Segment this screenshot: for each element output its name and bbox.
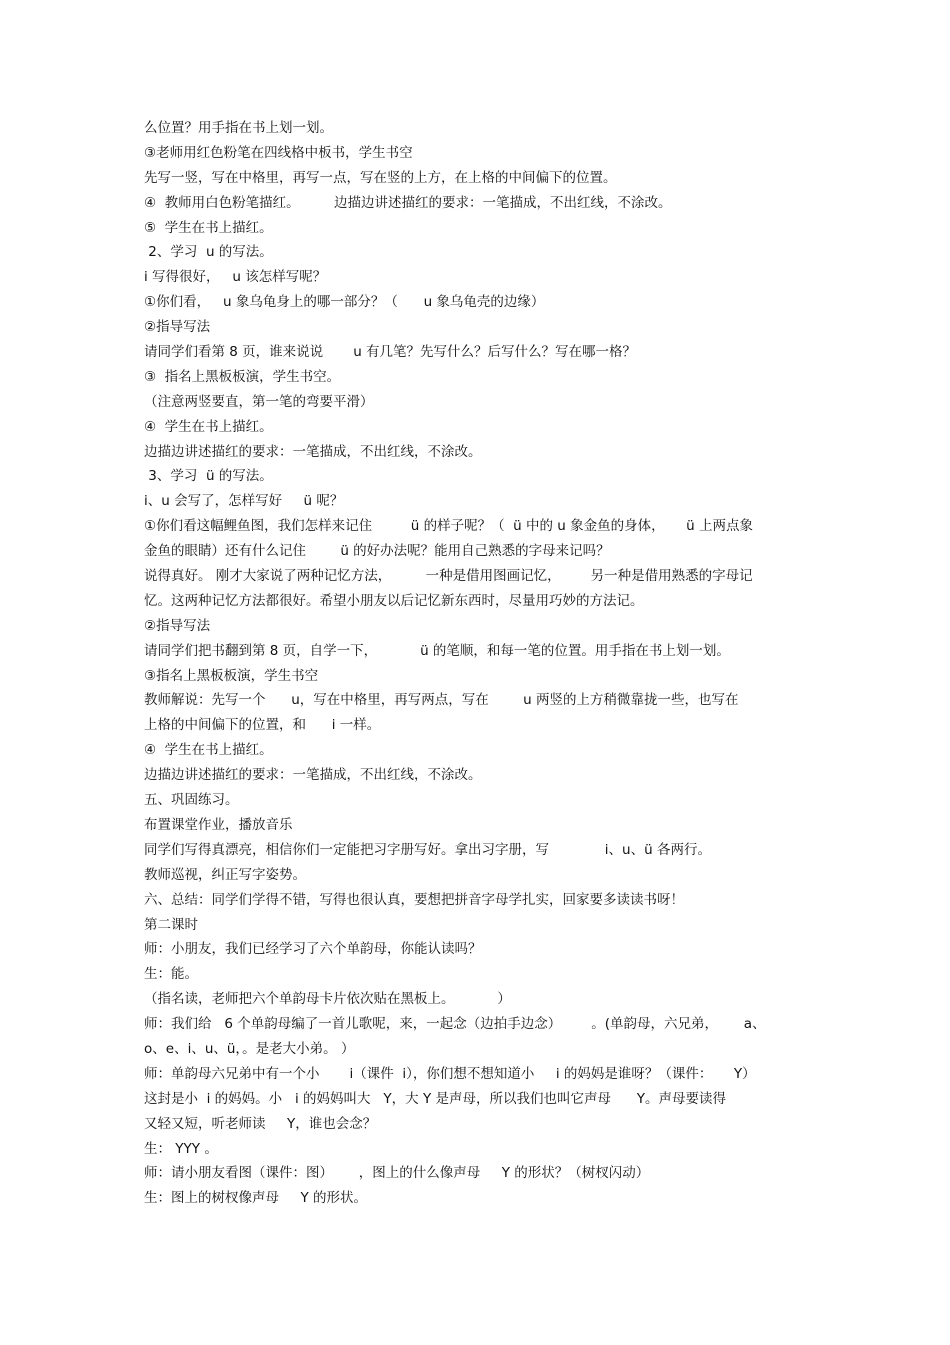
text-line: 边描边讲述描红的要求：一笔描成，不出红线，不涂改。 [144, 767, 482, 784]
text-line: ③指名上黑板板演，学生书空 [144, 667, 319, 684]
text-line: 教师解说：先写一个 u，写在中格里，再写两点，写在 u 两竖的上方稍微靠拢一些，也写在 [144, 692, 739, 709]
text-line: ⑤ 学生在书上描红。 [144, 219, 273, 236]
text-line: 师：请小朋友看图（课件：图） ，图上的什么像声母 Y 的形状？（树杈闪动） [144, 1165, 650, 1182]
text-line: 生： YYY 。 [144, 1140, 218, 1157]
text-line: ①你们看这幅鲤鱼图，我们怎样来记住 ü 的样子呢？（ ü 中的 u 象金鱼的身体， ü 上两点象 [144, 518, 753, 535]
text-line: 2、学习 u 的写法。 [144, 244, 273, 261]
text-line: 生：图上的树杈像声母 Y 的形状。 [144, 1190, 367, 1207]
text-line: ④ 教师用白色粉笔描红。 边描边讲述描红的要求：一笔描成，不出红线，不涂改。 [144, 194, 672, 211]
text-line: 3、学习 ü 的写法。 [144, 468, 273, 485]
text-line: ②指导写法 [144, 319, 211, 336]
text-line: 先写一竖，写在中格里，再写一点，写在竖的上方，在上格的中间偏下的位置。 [144, 169, 617, 186]
text-line: 布置课堂作业，播放音乐 [144, 816, 293, 833]
text-line: 教师巡视，纠正写字姿势。 [144, 866, 306, 883]
text-line: （注意两竖要直，第一笔的弯要平滑） [144, 393, 374, 410]
text-line: 六、总结：同学们学得不错，写得也很认真，要想把拼音字母学扎实，回家要多读读书呀！ [144, 891, 684, 908]
text-line: 师：单韵母六兄弟中有一个小 i（课件 i），你们想不想知道小 i 的妈妈是谁呀？（课件： Y） [144, 1065, 756, 1082]
text-line: i、u 会写了，怎样写好 ü 呢？ [144, 493, 344, 510]
text-line: ③老师用红色粉笔在四线格中板书，学生书空 [144, 144, 413, 161]
text-line: 忆。这两种记忆方法都很好。希望小朋友以后记忆新东西时，尽量用巧妙的方法记。 [144, 592, 644, 609]
text-line: 说得真好。 刚才大家说了两种记忆方法， 一种是借用图画记忆， 另一种是借用熟悉的字母记 [144, 568, 753, 585]
text-line: 请同学们把书翻到第 8 页，自学一下， ü 的笔顺，和每一笔的位置。用手指在书上划一划。 [144, 642, 730, 659]
text-line: ④ 学生在书上描红。 [144, 742, 273, 759]
text-line: 上格的中间偏下的位置，和 i 一样。 [144, 717, 381, 734]
text-line: 五、巩固练习。 [144, 792, 239, 809]
text-line: ②指导写法 [144, 617, 211, 634]
text-line: ④ 学生在书上描红。 [144, 418, 273, 435]
text-line: 第二课时 [144, 916, 198, 933]
text-line: 请同学们看第 8 页，谁来说说 u 有几笔？先写什么？后写什么？写在哪一格？ [144, 344, 637, 361]
text-line: i 写得很好， u 该怎样写呢？ [144, 269, 327, 286]
text-line: ①你们看， u 象乌龟身上的哪一部分？（ u 象乌龟壳的边缘） [144, 294, 545, 311]
text-line: 这封是小 i 的妈妈。小 i 的妈妈叫大 Y，大 Y 是声母，所以我们也叫它声母 Y。声母要读得 [144, 1090, 726, 1107]
text-line: o、e、i、u、ü，。是老大小弟。 ） [144, 1040, 355, 1057]
text-line: 师：小朋友，我们已经学习了六个单韵母，你能认读吗？ [144, 941, 482, 958]
text-line: 同学们写得真漂亮，相信你们一定能把习字册写好。拿出习字册，写 i、u、ü 各两行。 [144, 841, 711, 858]
document-body [144, 116, 824, 1211]
text-line: （指名读，老师把六个单韵母卡片依次贴在黑板上。 ） [144, 991, 511, 1008]
text-line: 生：能。 [144, 966, 198, 983]
text-line: 金鱼的眼睛）还有什么记住 ü 的好办法呢？能用自己熟悉的字母来记吗？ [144, 543, 610, 560]
text-line: 么位置？用手指在书上划一划。 [144, 120, 333, 136]
text-line: 又轻又短，听老师读 Y，谁也会念？ [144, 1115, 377, 1132]
text-line: 师：我们给 6 个单韵母编了一首儿歌呢，来，一起念（边拍手边念） 。(单韵母，六兄弟， a、 [144, 1016, 766, 1033]
text-line: 边描边讲述描红的要求：一笔描成，不出红线，不涂改。 [144, 443, 482, 460]
text-line: ③ 指名上黑板板演，学生书空。 [144, 368, 341, 385]
